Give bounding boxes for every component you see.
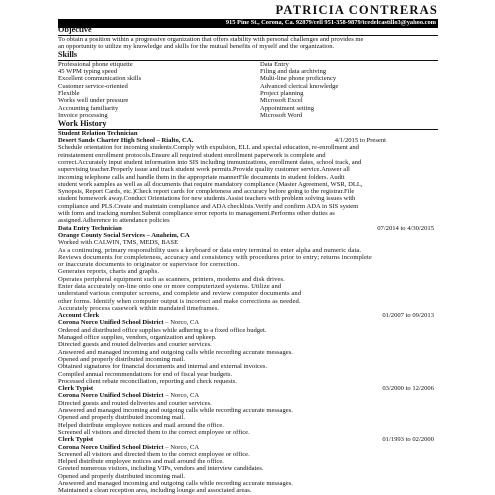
job-employer-line [58, 392, 438, 399]
skill-item: Excellent communication skills [58, 75, 142, 83]
job-duty: Generates reports, charts and graphs. [58, 268, 160, 276]
skills-list [58, 61, 438, 119]
job-duty: Managed office supplies, vendors, organization and upkeep. [58, 334, 217, 342]
job-duty: Directed guests and routed deliveries and courier services. [58, 399, 212, 407]
skill-item: Data Entry [260, 60, 289, 68]
job-employer: Orange County Social Services – Anaheim, CA [58, 231, 190, 239]
job-employer: Corona Norco Unified School District [58, 319, 164, 327]
skill-item: Customer service-oriented [58, 82, 128, 90]
skill-item: Flexible [58, 89, 80, 97]
job-duty: Processed client rebate reconciliation, reporting and check requests. [58, 377, 237, 385]
work-history-heading: Work History [58, 120, 438, 130]
skills-heading: Skills [58, 51, 438, 61]
job-duty: or inaccurate documents to originator or supervisor for correction. [58, 261, 240, 269]
job-employer-row [58, 137, 438, 144]
job-duty: Obtained signatures for financial documents and internal and external invoices. [58, 363, 268, 371]
job-duty: Ordered and distributed office supplies while adhering to a fixed office budget. [58, 326, 267, 334]
job-duty: with form and tracking number.Submit compliance error reports to management.Performs other duties as [58, 210, 335, 218]
job-dates: 07/2014 to 4/30/2015 [377, 224, 434, 232]
job-location: – Norco, CA [163, 319, 200, 327]
job-duty: Compiled annual recommendations for end of fiscal year budgets. [58, 370, 233, 378]
job-duty: understand various computer screens, and complete and review computer documents and [58, 290, 302, 298]
job-title-row [58, 225, 438, 232]
job-duty: Opened and properly distributed incoming mail. [58, 472, 186, 480]
job-title: Clerk Typist [58, 436, 94, 444]
job-entry [58, 225, 438, 313]
objective-line: To obtain a position within a progressive organization that offers stability with personal challenges and provides me [58, 35, 364, 43]
job-duty: Screened all visitors and directed them to the correct employee or office. [58, 428, 250, 436]
job-duty: Opened and properly distributed incoming mail. [58, 355, 186, 363]
objective-line: an opportunity to utilize my knowledge and skills for the mutual benefits of myself and the organization. [58, 42, 335, 50]
job-duty: Helped distribute employee notices and mail around the office. [58, 458, 224, 466]
job-title: Student Relation Technician [58, 129, 138, 137]
job-duty: Helped distribute employee notices and mail around the office. [58, 421, 224, 429]
job-duty: correct.Accurately input student information into SIS including immunizations, enrollment dates, school track, and [58, 158, 362, 166]
job-duty: Maintained a clean reception area, including lounge and associated areas. [58, 487, 252, 495]
skill-item: Project planning [260, 89, 304, 97]
job-title: Data Entry Technician [58, 224, 122, 232]
job-duty: other forms. Identify when computer output is incorrect and make corrections as needed. [58, 297, 301, 305]
job-title-row [58, 385, 438, 392]
job-duty: Operates peripheral equipment such as scanners, printers, modems and disk drives. [58, 275, 285, 283]
skill-item: Microsoft Excel [260, 97, 303, 105]
skill-item: Filing and data archiving [260, 68, 327, 76]
job-dates: 4/1/2015 to Present [334, 137, 386, 145]
skills-column-left [58, 61, 248, 119]
skills-column-right [248, 61, 450, 119]
job-entry [58, 385, 438, 436]
job-employer: Desert Sands Charter High School – Rialto, CA. [58, 137, 194, 145]
skill-item: Microsoft Word [260, 111, 303, 119]
skill-item: Advanced clerical knowledge [260, 82, 339, 90]
job-title: Account Clerk [58, 312, 100, 320]
skill-item: 45 WPM typing speed [58, 68, 118, 76]
job-employer: Corona Norco Unified School District [58, 443, 164, 451]
job-dates: 03/2000 to 12/2006 [382, 385, 434, 393]
job-duty: reinstatement enrollment protocols.Ensure all required student enrollment paperwork is complete and [58, 151, 326, 159]
skill-item: Appointment setting [260, 104, 315, 112]
resume-header [58, 4, 438, 28]
job-duty: supervising teacher.Properly issue and track student work permits.Provide quality customer service.Answer all [58, 166, 350, 174]
job-duty: Enter data accurately on-line onto one or more computerized systems. Utilize and [58, 282, 282, 290]
job-duty: incoming telephone calls and handle them in the appropriate mannerFile documents in student folders. Audit [58, 173, 345, 181]
job-duty: Reviews documents for completeness, accuracy and consistency with procedures prior to entry; returns incomplete [58, 253, 372, 261]
job-duty: Synopsis, Report Cards, etc.)Check report cards for completeness and accuracy before going to the registrar.File [58, 188, 355, 196]
job-location: – Norco, CA [163, 392, 200, 400]
skill-item: Multi-line phone proficiency [260, 75, 337, 83]
job-entry [58, 312, 438, 385]
skill-item: Professional phone etiquette [58, 60, 133, 68]
job-duty: Directed guests and routed deliveries and courier services. [58, 341, 212, 349]
job-duty: Screened all visitors and directed them to the correct employee or office. [58, 450, 250, 458]
job-duty: Greeted numerous visitors, including VIPs, vendors and interview candidates. [58, 465, 264, 473]
job-duty: student work samples as well as all documents that require mandatory compliance (Master Agreement, WSR, DLL, [58, 180, 363, 188]
job-duty: student homework away.Conduct Orientations for new students.Assist teachers with problem solving issues with [58, 195, 356, 203]
job-duty: As a continuing, primary responsibility uses a keyboard or data entry terminal to enter alpha and numeric data. [58, 246, 362, 254]
job-entry [58, 130, 438, 225]
job-title-row [58, 312, 438, 319]
contact-bar: 915 Pine St., Corona, Ca. 92879/cell 951-358-9879/tcedelcastillo3@yahoo.com [58, 19, 438, 28]
job-employer: Corona Norco Unified School District [58, 392, 164, 400]
job-duty: Accurately process casework within mandated timeframes. [58, 304, 220, 312]
job-duty: assigned.Adherence to attendance policies [58, 217, 170, 225]
skill-item: Works well under pressure [58, 97, 129, 105]
job-duty: Opened and properly distributed incoming mail. [58, 414, 186, 422]
job-duty: Answered and managed incoming and outgoing calls while recording accurate messages. [58, 407, 293, 415]
job-entry [58, 436, 438, 494]
job-duty: compliance and PLS.Create and maintain compliance and ADA checklists.Verify and confirm ADA in SIS system [58, 202, 359, 210]
resume-body [58, 25, 438, 495]
job-duty: Schedule orientation for incoming students.Comply with expulsion, ELL and special education, re-enrollment and [58, 144, 359, 152]
objective-heading: Objective [58, 26, 438, 36]
job-title-row [58, 436, 438, 443]
job-employer-line [58, 319, 438, 326]
job-duty: Answered and managed incoming and outgoing calls while recording accurate messages. [58, 480, 293, 487]
skill-item: Invoice processing [58, 111, 108, 119]
job-duty: Answered and managed incoming and outgoing calls while recording accurate messages. [58, 348, 293, 356]
job-dates: 01/2007 to 09/2013 [382, 312, 434, 320]
applicant-name: PATRICIA CONTRERAS [275, 3, 438, 17]
job-title: Clerk Typist [58, 385, 94, 393]
job-systems-note: Worked with CALWIN, TMS, MEDS, BASE [58, 239, 179, 247]
objective-text [58, 36, 438, 51]
skill-item: Accounting familiarity [58, 104, 119, 112]
job-dates: 01/1993 to 02/2000 [382, 436, 434, 444]
job-location: – Norco, CA [163, 443, 200, 451]
job-employer-line [58, 444, 438, 451]
